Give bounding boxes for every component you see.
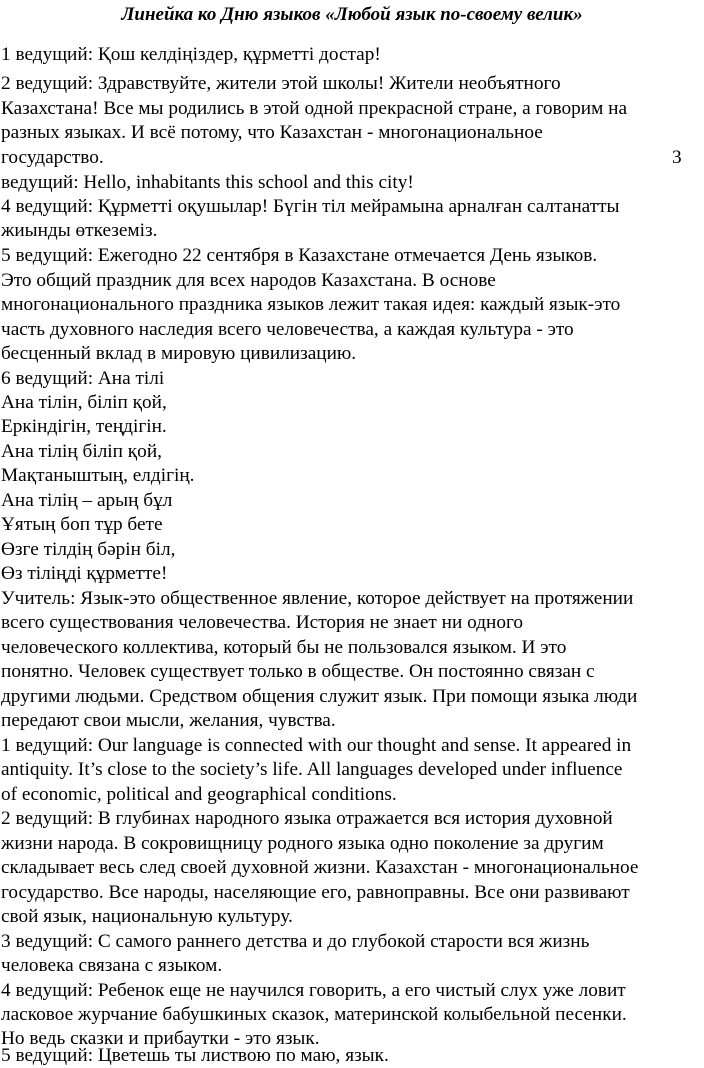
text-line: Казахстана! Все мы родились в этой одной прекрасной стране, а говорим на (1, 98, 628, 119)
text-line: Ана тілін, біліп қой, (1, 392, 167, 413)
text-line: 2 ведущий: В глубинах народного языка отражается вся история духовной (1, 808, 613, 829)
text-line: 6 ведущий: Ана тілі (1, 368, 165, 389)
text-line: всего существования человечества. История не знает ни одного (1, 612, 524, 633)
text-line: другими людьми. Средством общения служит язык. При помощи языка люди (1, 686, 638, 707)
text-line: передают свои мысли, желания, чувства. (1, 710, 336, 731)
text-line: часть духовного наследия всего человечества, а каждая культура - это (1, 319, 574, 340)
text-line: Өзге тілдің бәрін біл, (1, 539, 176, 560)
text-line: Но ведь сказки и прибаутки - это язык. (1, 1028, 320, 1049)
text-line: Мақтаныштың, елдігің. (1, 465, 195, 486)
text-line: разных языках. И всё потому, что Казахстан - многонациональное (1, 122, 543, 143)
text-line: 4 ведущий: Құрметті оқушылар! Бүгін тіл мейрамына арналған салтанатты (1, 196, 620, 217)
text-line: 5 ведущий: Цветешь ты листвою по маю, язык. (1, 1045, 389, 1066)
text-line: ласковое журчание бабушкиных сказок, материнской колыбельной песенки. (1, 1004, 627, 1025)
text-line: Ана тілің біліп қой, (1, 441, 162, 462)
document-title: Линейка ко Дню языков «Любой язык по-своему велик» (121, 4, 583, 25)
text-line: 4 ведущий: Ребенок еще не научился говорить, а его чистый слух уже ловит (1, 980, 626, 1001)
text-line: Еркіндігін, теңдігін. (1, 416, 167, 437)
text-line: понятно. Человек существует только в обществе. Он постоянно связан с (1, 661, 595, 682)
text-line: 2 ведущий: Здравствуйте, жители этой школы! Жители необъятного (1, 73, 561, 94)
text-line: жизни народа. В сокровищницу родного языка одно поколение за другим (1, 833, 604, 854)
text-line: antiquity. It’s close to the society’s life. All languages developed under influence (1, 759, 623, 780)
text-line: государство. (1, 147, 104, 168)
text-line: of economic, political and geographical conditions. (1, 784, 397, 805)
text-line: ведущий: Hello, inhabitants this school and this city! (1, 172, 414, 193)
text-line: многонационального праздника языков лежит такая идея: каждый язык-это (1, 294, 621, 315)
text-line: государство. Все народы, населяющие его, равноправны. Все они развивают (1, 882, 630, 903)
text-line: Ұятың боп тұр бете (1, 514, 163, 535)
text-line: 1 ведущий: Our language is connected with our thought and sense. It appeared in (1, 735, 632, 756)
text-line: человеческого коллектива, который бы не пользовался языком. И это (1, 637, 567, 658)
text-line: 1 ведущий: Қош келдіңіздер, құрметті достар! (1, 44, 381, 65)
text-line: Өз тіліңді құрметте! (1, 563, 168, 584)
text-line: бесценный вклад в мировую цивилизацию. (1, 343, 357, 364)
text-line: свой язык, национальную культуру. (1, 906, 293, 927)
line-number: 3 (672, 147, 682, 168)
text-line: 3 ведущий: С самого раннего детства и до глубокой старости вся жизнь (1, 931, 590, 952)
text-line: складывает весь след своей духовной жизни. Казахстан - многонациональное (1, 857, 639, 878)
text-line: человека связана с языком. (1, 955, 223, 976)
text-line: 5 ведущий: Ежегодно 22 сентября в Казахстане отмечается День языков. (1, 245, 598, 266)
text-line: Ана тілің – арың бұл (1, 490, 173, 511)
text-line: жиынды өткеземіз. (1, 220, 158, 241)
text-line: Учитель: Язык-это общественное явление, которое действует на протяжении (1, 588, 634, 609)
text-line: Это общий праздник для всех народов Казахстана. В основе (1, 270, 496, 291)
